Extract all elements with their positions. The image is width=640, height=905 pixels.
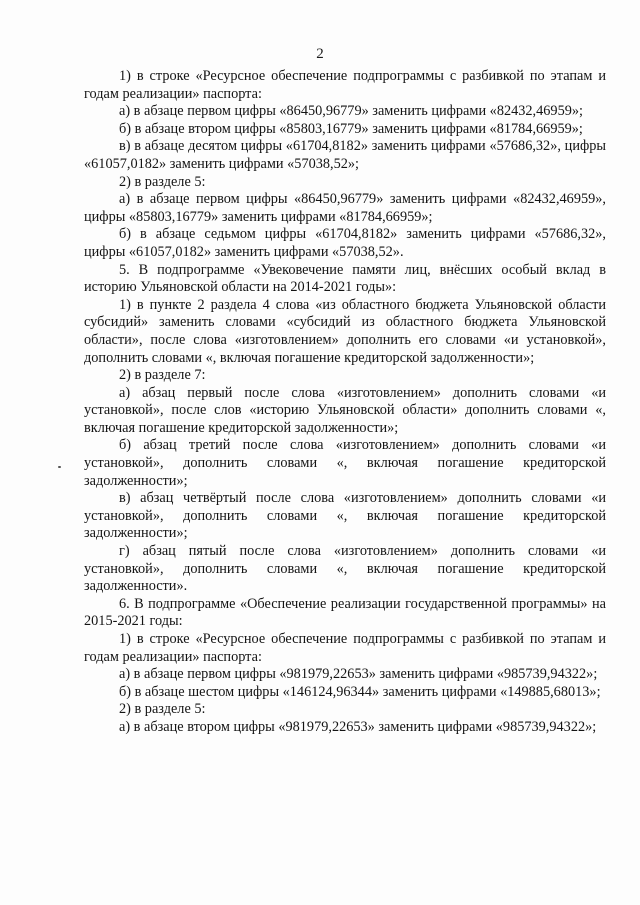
paragraph-17: а) в абзаце первом цифры «981979,22653» заменить цифрами «985739,94322»; — [119, 666, 598, 683]
paragraph-4: в) в абзаце десятом цифры «61704,8182» заменить цифрами «57686,32», цифры «61057,0182» заменить цифрами «57038,52»; — [84, 138, 606, 172]
margin-mark — [58, 466, 61, 468]
paragraph-20: а) в абзаце втором цифры «981979,22653» заменить цифрами «985739,94322»; — [119, 718, 597, 735]
paragraph-19: 2) в разделе 5: — [119, 701, 206, 718]
paragraph-18: б) в абзаце шестом цифры «146124,96344» заменить цифрами «149885,68013»; — [119, 683, 601, 700]
paragraph-3: б) в абзаце втором цифры «85803,16779» заменить цифрами «81784,66959»; — [119, 120, 583, 137]
paragraph-5: 2) в разделе 5: — [119, 173, 206, 190]
paragraph-10: 2) в разделе 7: — [119, 367, 206, 384]
page-number: 2 — [316, 46, 324, 62]
paragraph-14: г) абзац пятый после слова «изготовлением» дополнить словами «и установкой», дополнить словами «, включая погашение кредиторской задолженности». — [84, 543, 606, 595]
paragraph-1: 1) в строке «Ресурсное обеспечение подпрограммы с разбивкой по этапам и годам реализации» паспорта: — [84, 68, 606, 102]
paragraph-11: а) абзац первый после слова «изготовлением» дополнить словами «и установкой», после слов «историю Ульяновской области» дополнить словами «, включая погашение кредиторской задолженности»; — [84, 384, 606, 436]
paragraph-13: в) абзац четвёртый после слова «изготовлением» дополнить словами «и установкой», дополнить словами «, включая погашение кредиторской задолженности»; — [84, 490, 606, 542]
paragraph-7: б) в абзаце седьмом цифры «61704,8182» заменить цифрами «57686,32», цифры «61057,0182» заменить цифрами «57038,52». — [84, 226, 606, 260]
paragraph-16: 1) в строке «Ресурсное обеспечение подпрограммы с разбивкой по этапам и годам реализации» паспорта: — [84, 631, 606, 665]
paragraph-9: 1) в пункте 2 раздела 4 слова «из областного бюджета Ульяновской области субсидий» заменить словами «субсидий из областного бюджета Ульяновской области», после слова «изготовлением» дополнить его словами «и установкой», дополнить словами «, включая погашение кредиторской задолженности»; — [84, 296, 606, 366]
paragraph-2: а) в абзаце первом цифры «86450,96779» заменить цифрами «82432,46959»; — [119, 103, 583, 120]
paragraph-15: 6. В подпрограмме «Обеспечение реализации государственной программы» на 2015-2021 годы: — [84, 595, 606, 630]
paragraph-8: 5. В подпрограмме «Увековечение памяти лиц, внёсших особый вклад в историю Ульяновской области на 2014-2021 годы»: — [84, 261, 606, 296]
document-body — [84, 68, 606, 737]
paragraph-12: б) абзац третий после слова «изготовлением» дополнить словами «и установкой», дополнить словами «, включая погашение кредиторской задолженности»; — [84, 437, 606, 489]
paragraph-6: а) в абзаце первом цифры «86450,96779» заменить цифрами «82432,46959», цифры «85803,16779» заменить цифрами «81784,66959»; — [84, 191, 606, 225]
